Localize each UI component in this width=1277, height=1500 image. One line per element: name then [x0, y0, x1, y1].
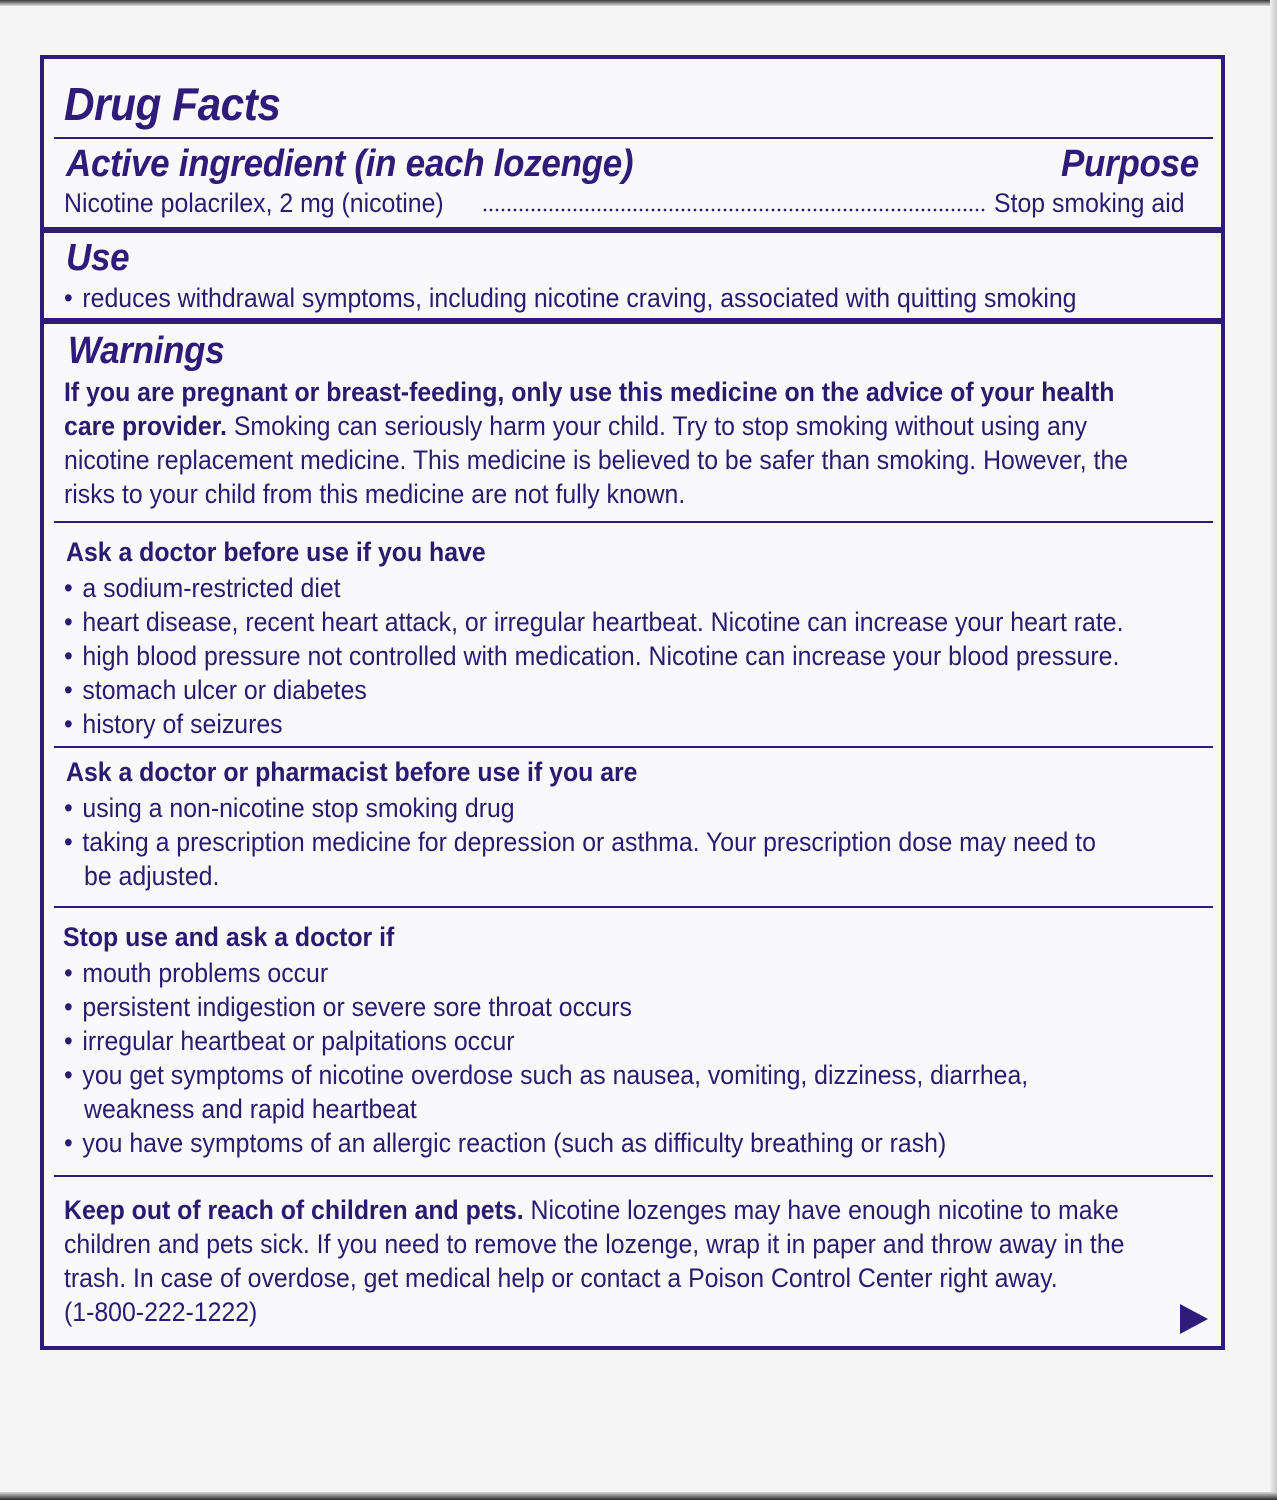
list-item: • high blood pressure not controlled with medication. Nicotine can increase your blood pressure. — [64, 639, 1123, 673]
list-item: • persistent indigestion or severe sore throat occurs — [64, 990, 1028, 1024]
keep-out-bold: Keep out of reach of children and pets. — [64, 1195, 524, 1225]
ask-pharmacist-heading: Ask a doctor or pharmacist before use if you are — [66, 757, 638, 787]
pregnancy-warning-bold: care provider. — [64, 411, 227, 441]
list-item: • heart disease, recent heart attack, or irregular heartbeat. Nicotine can increase your heart rate. — [64, 605, 1123, 639]
ask-doctor-list — [64, 571, 1216, 741]
section-divider-use — [44, 227, 1221, 233]
section-divider-warnings — [44, 318, 1221, 324]
use-list — [64, 281, 1165, 315]
active-ingredient-heading: Active ingredient (in each lozenge) — [66, 143, 634, 185]
ask-pharmacist-list — [64, 791, 1186, 859]
stop-use-list — [64, 956, 1112, 1092]
ask-doctor-heading: Ask a doctor before use if you have — [66, 537, 486, 567]
ask-pharmacist-item-continuation: be adjusted. — [84, 861, 220, 891]
drug-facts-panel — [40, 55, 1225, 1350]
warnings-rule-4 — [54, 1175, 1213, 1177]
keep-out-text: Nicotine lozenges may have enough nicotine to make — [523, 1195, 1119, 1225]
purpose-heading: Purpose — [1061, 143, 1199, 185]
active-ingredient-text: Nicotine polacrilex, 2 mg (nicotine) — [64, 188, 444, 218]
pregnancy-warning-line-4: risks to your child from this medicine are not fully known. — [64, 479, 686, 509]
keep-out-line-1 — [64, 1193, 1119, 1227]
box-top-edge — [0, 0, 1277, 6]
dot-leader — [482, 207, 987, 213]
drug-facts-title: Drug Facts — [64, 78, 281, 130]
play-arrow-icon — [1180, 1304, 1208, 1334]
pregnancy-warning-line-3: nicotine replacement medicine. This medicine is believed to be safer than smoking. However, the — [64, 445, 1129, 475]
list-item: • a sodium-restricted diet — [64, 571, 1123, 605]
warnings-heading: Warnings — [68, 330, 225, 372]
list-item: • using a non-nicotine stop smoking drug — [64, 791, 1096, 825]
warnings-rule-3 — [54, 906, 1213, 908]
warnings-rule-1 — [54, 521, 1213, 523]
list-item: • taking a prescription medicine for depression or asthma. Your prescription dose may need to — [64, 825, 1096, 859]
warnings-rule-2 — [54, 746, 1213, 748]
box-right-edge — [1270, 0, 1277, 1500]
use-heading: Use — [66, 237, 130, 279]
pregnancy-warning-line-2 — [64, 409, 1087, 443]
keep-out-line-4: (1-800-222-1222) — [64, 1297, 258, 1327]
stop-use-item-continuation: weakness and rapid heartbeat — [84, 1094, 417, 1124]
keep-out-line-3: trash. In case of overdose, get medical help or contact a Poison Control Center right away. — [64, 1263, 1058, 1293]
title-rule — [54, 137, 1213, 139]
list-item: • you get symptoms of nicotine overdose such as nausea, vomiting, dizziness, diarrhea, — [64, 1058, 1028, 1092]
list-item: • irregular heartbeat or palpitations occur — [64, 1024, 1028, 1058]
purpose-text: Stop smoking aid — [994, 188, 1185, 218]
stop-use-list-end — [64, 1126, 1023, 1160]
pregnancy-warning-line-1: If you are pregnant or breast-feeding, only use this medicine on the advice of your health — [64, 377, 1115, 407]
stop-use-heading: Stop use and ask a doctor if — [63, 922, 395, 952]
pregnancy-warning-text: Smoking can seriously harm your child. Try to stop smoking without using any — [226, 411, 1088, 441]
list-item: • history of seizures — [64, 707, 1123, 741]
list-item: • stomach ulcer or diabetes — [64, 673, 1123, 707]
list-item: • mouth problems occur — [64, 956, 1028, 990]
box-bottom-edge — [0, 1492, 1277, 1500]
list-item: • you have symptoms of an allergic reaction (such as difficulty breathing or rash) — [64, 1126, 946, 1160]
list-item: • reduces withdrawal symptoms, including nicotine craving, associated with quitting smoking — [64, 281, 1076, 315]
keep-out-line-2: children and pets sick. If you need to remove the lozenge, wrap it in paper and throw away in the — [64, 1229, 1125, 1259]
